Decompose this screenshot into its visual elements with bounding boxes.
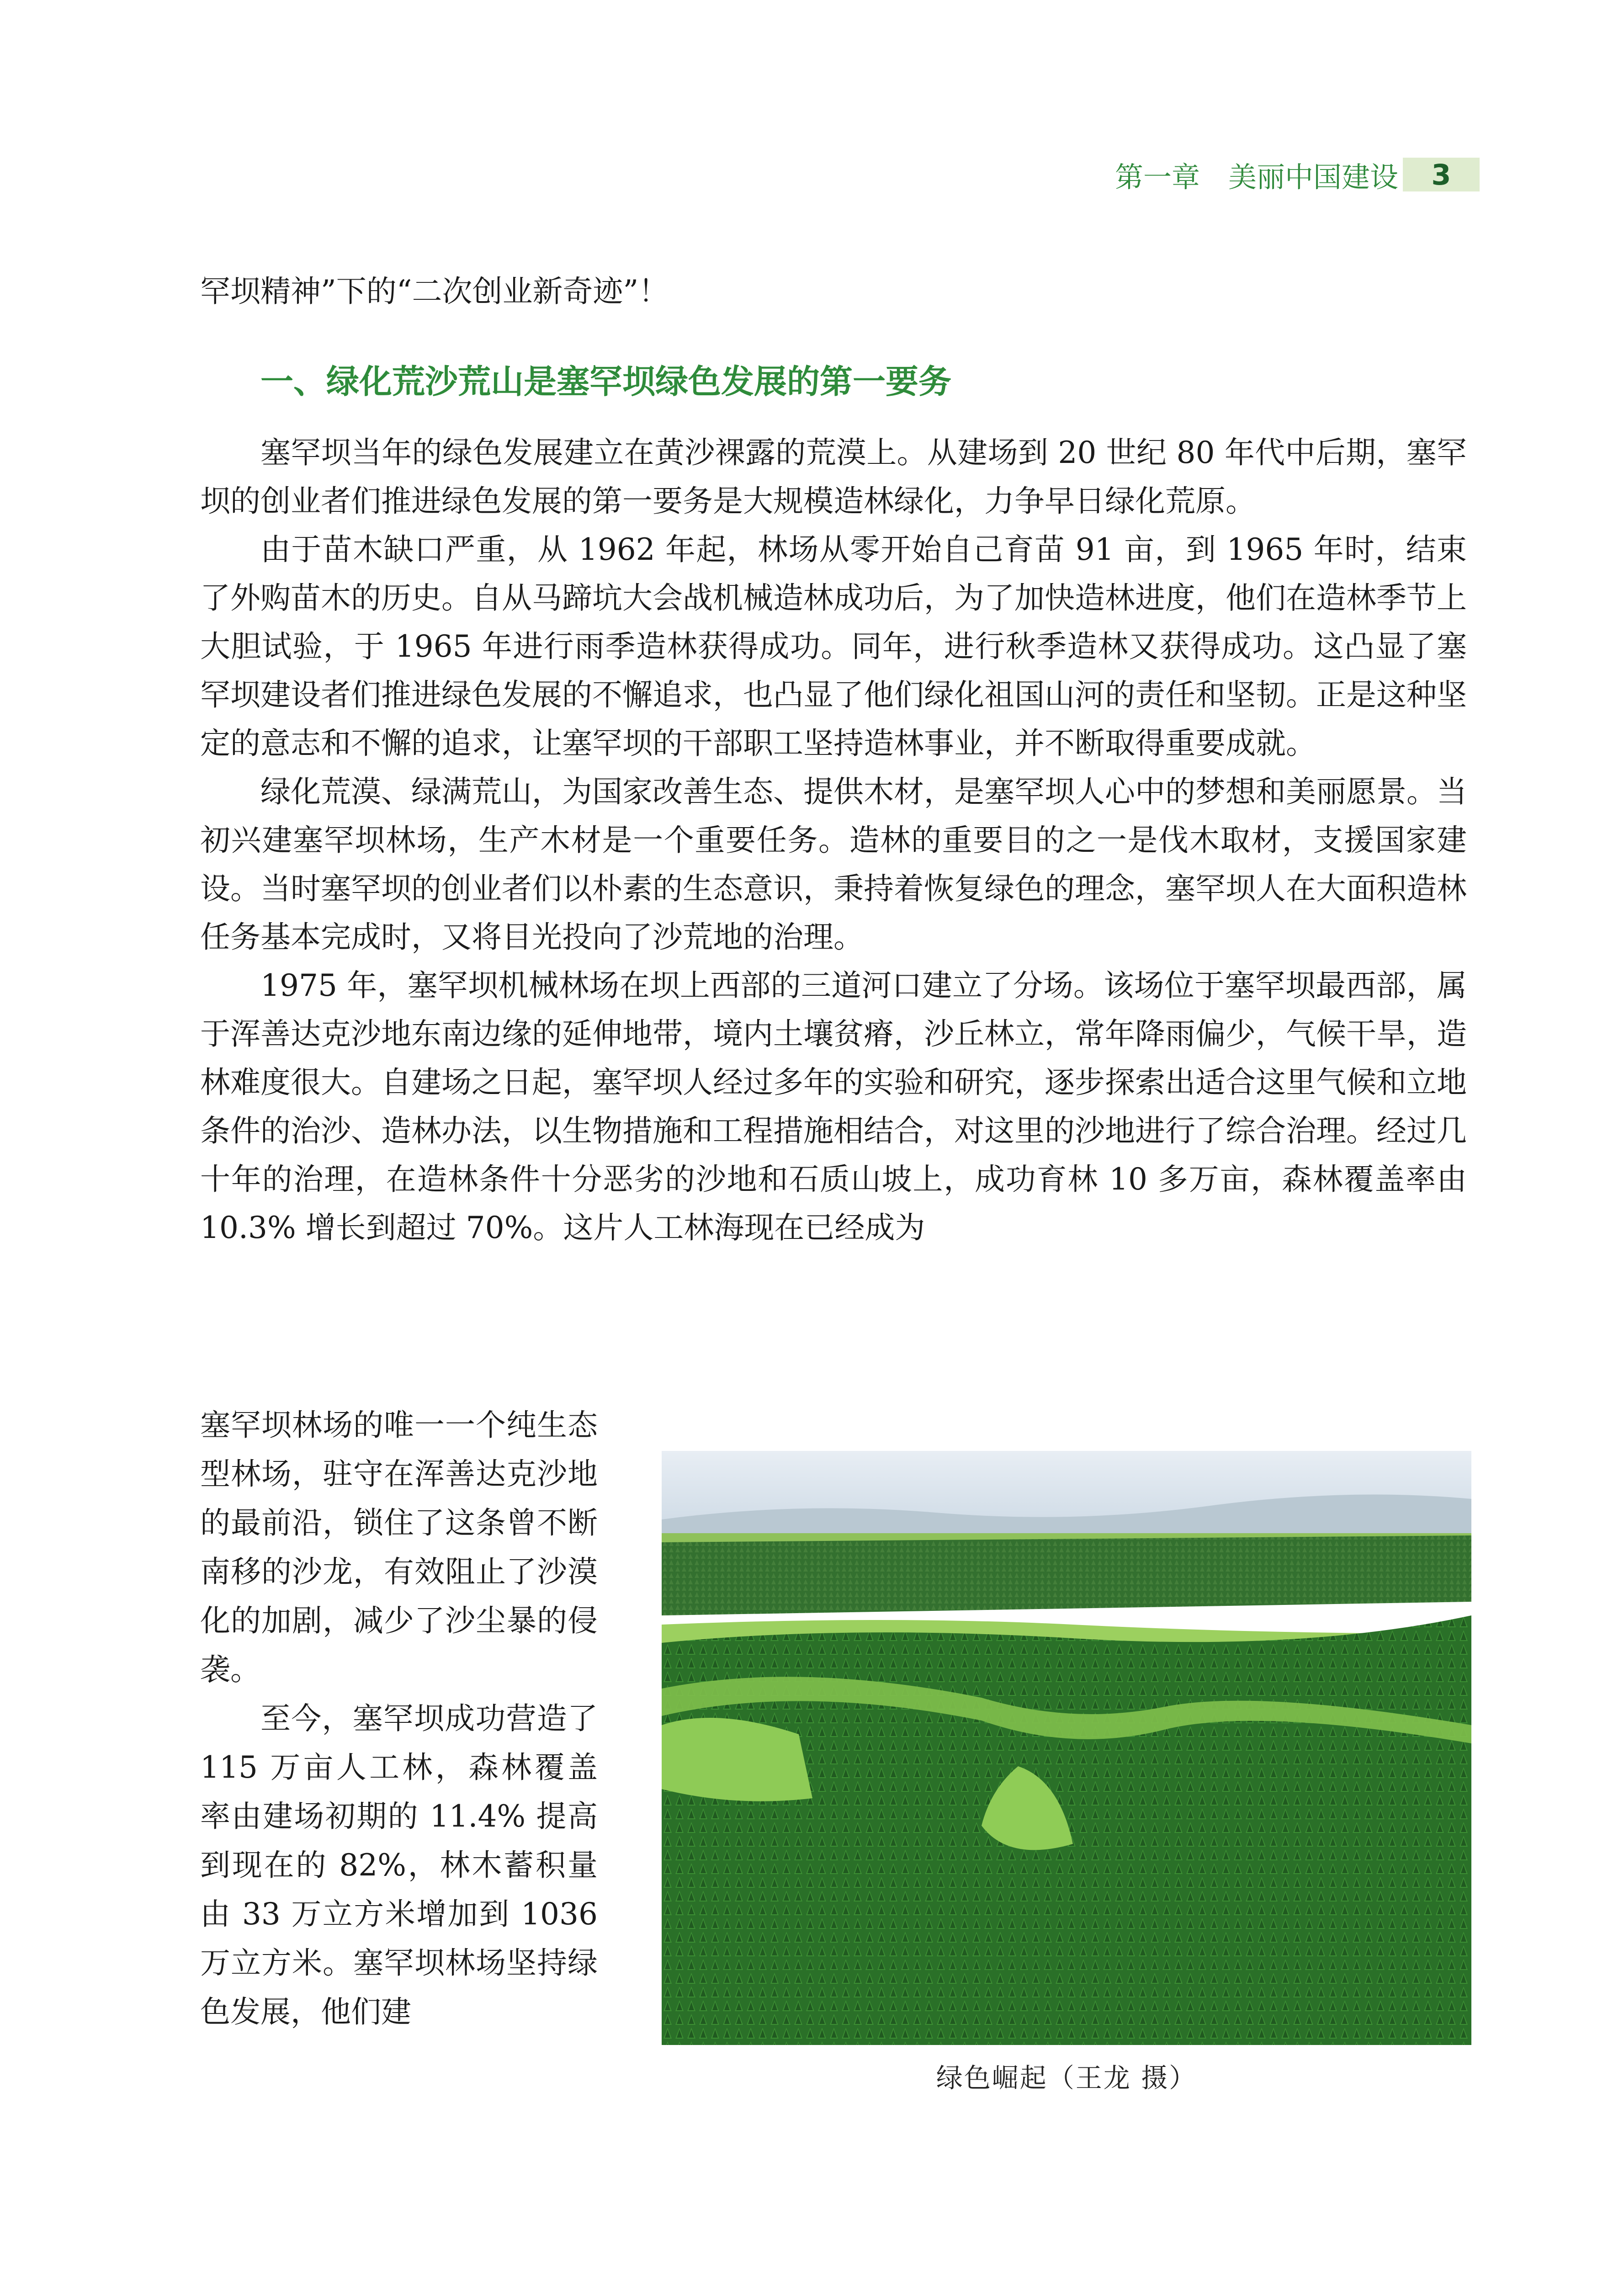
forest-photo-svg xyxy=(662,1451,1471,2045)
section-title: 一、绿化荒沙荒山是塞罕坝绿色发展的第一要务 xyxy=(260,362,952,401)
left-column-text xyxy=(200,1401,598,2036)
paragraph-3: 绿化荒漠、绿满荒山，为国家改善生态、提供木材，是塞罕坝人心中的梦想和美丽愿景。当初兴建塞罕坝林场，生产木材是一个重要任务。造林的重要目的之一是伐木取材，支援国家建设。当时塞罕坝的创业者们以朴素的生态意识，秉持着恢复绿色的理念，塞罕坝人在大面积造林任务基本完成时，又将目光投向了沙荒地的治理。 xyxy=(200,774,1467,955)
far-forest xyxy=(662,1535,1471,1615)
forest-photo xyxy=(662,1451,1471,2045)
paragraph-1: 塞罕坝当年的绿色发展建立在黄沙裸露的荒漠上。从建场到 20 世纪 80 年代中后期，塞罕坝的创业者们推进绿色发展的第一要务是大规模造林绿化，力争早日绿化荒原。 xyxy=(200,435,1467,519)
main-text xyxy=(200,429,1467,1252)
paragraph-5: 至今，塞罕坝成功营造了 115 万亩人工林，森林覆盖率由建场初期的 11.4% 提高到现在的 82%，林木蓄积量由 33 万立方米增加到 1036 万立方米。塞罕坝林场坚持绿色发展，他们建 xyxy=(200,1701,598,2029)
running-header xyxy=(1088,158,1481,194)
paragraph-4: 1975 年，塞罕坝机械林场在坝上西部的三道河口建立了分场。该场位于塞罕坝最西部，属于浑善达克沙地东南边缘的延伸地带，境内土壤贫瘠，沙丘林立，常年降雨偏少，气候干旱，造林难度很大。自建场之日起，塞罕坝人经过多年的实验和研究，逐步探索出适合这里气候和立地条件的治沙、造林办法，以生物措施和工程措施相结合，对这里的沙地进行了综合治理。经过几十年的治理，在造林条件十分恶劣的沙地和石质山坡上，成功育林 10 多万亩，森林覆盖率由 10.3% 增长到超过 70%。这片人工林海现在已经成为 xyxy=(200,968,1467,1245)
paragraph-2: 由于苗木缺口严重，从 1962 年起，林场从零开始自己育苗 91 亩，到 1965 年时，结束了外购苗木的历史。自从马蹄坑大会战机械造林成功后，为了加快造林进度，他们在造林季节上大胆试验，于 1965 年进行雨季造林获得成功。同年，进行秋季造林又获得成功。这凸显了塞罕坝建设者们推进绿色发展的不懈追求，也凸显了他们绿化祖国山河的责任和坚韧。正是这种坚定的意志和不懈的追求，让塞罕坝的干部职工坚持造林事业，并不断取得重要成就。 xyxy=(200,532,1467,761)
continuation-text: 塞罕坝林场的唯一一个纯生态型林场，驻守在浑善达克沙地的最前沿，锁住了这条曾不断南移的沙龙，有效阻止了沙漠化的加剧，减少了沙尘暴的侵袭。 xyxy=(200,1408,598,1687)
photo-caption: 绿色崛起（王龙 摄） xyxy=(936,2062,1197,2093)
intro-line: 罕坝精神”下的“二次创业新奇迹”！ xyxy=(200,274,669,309)
page-number: 3 xyxy=(1403,158,1480,191)
chapter-title: 第一章 美丽中国建设 xyxy=(1115,160,1398,194)
intro-line-block xyxy=(200,267,1467,316)
